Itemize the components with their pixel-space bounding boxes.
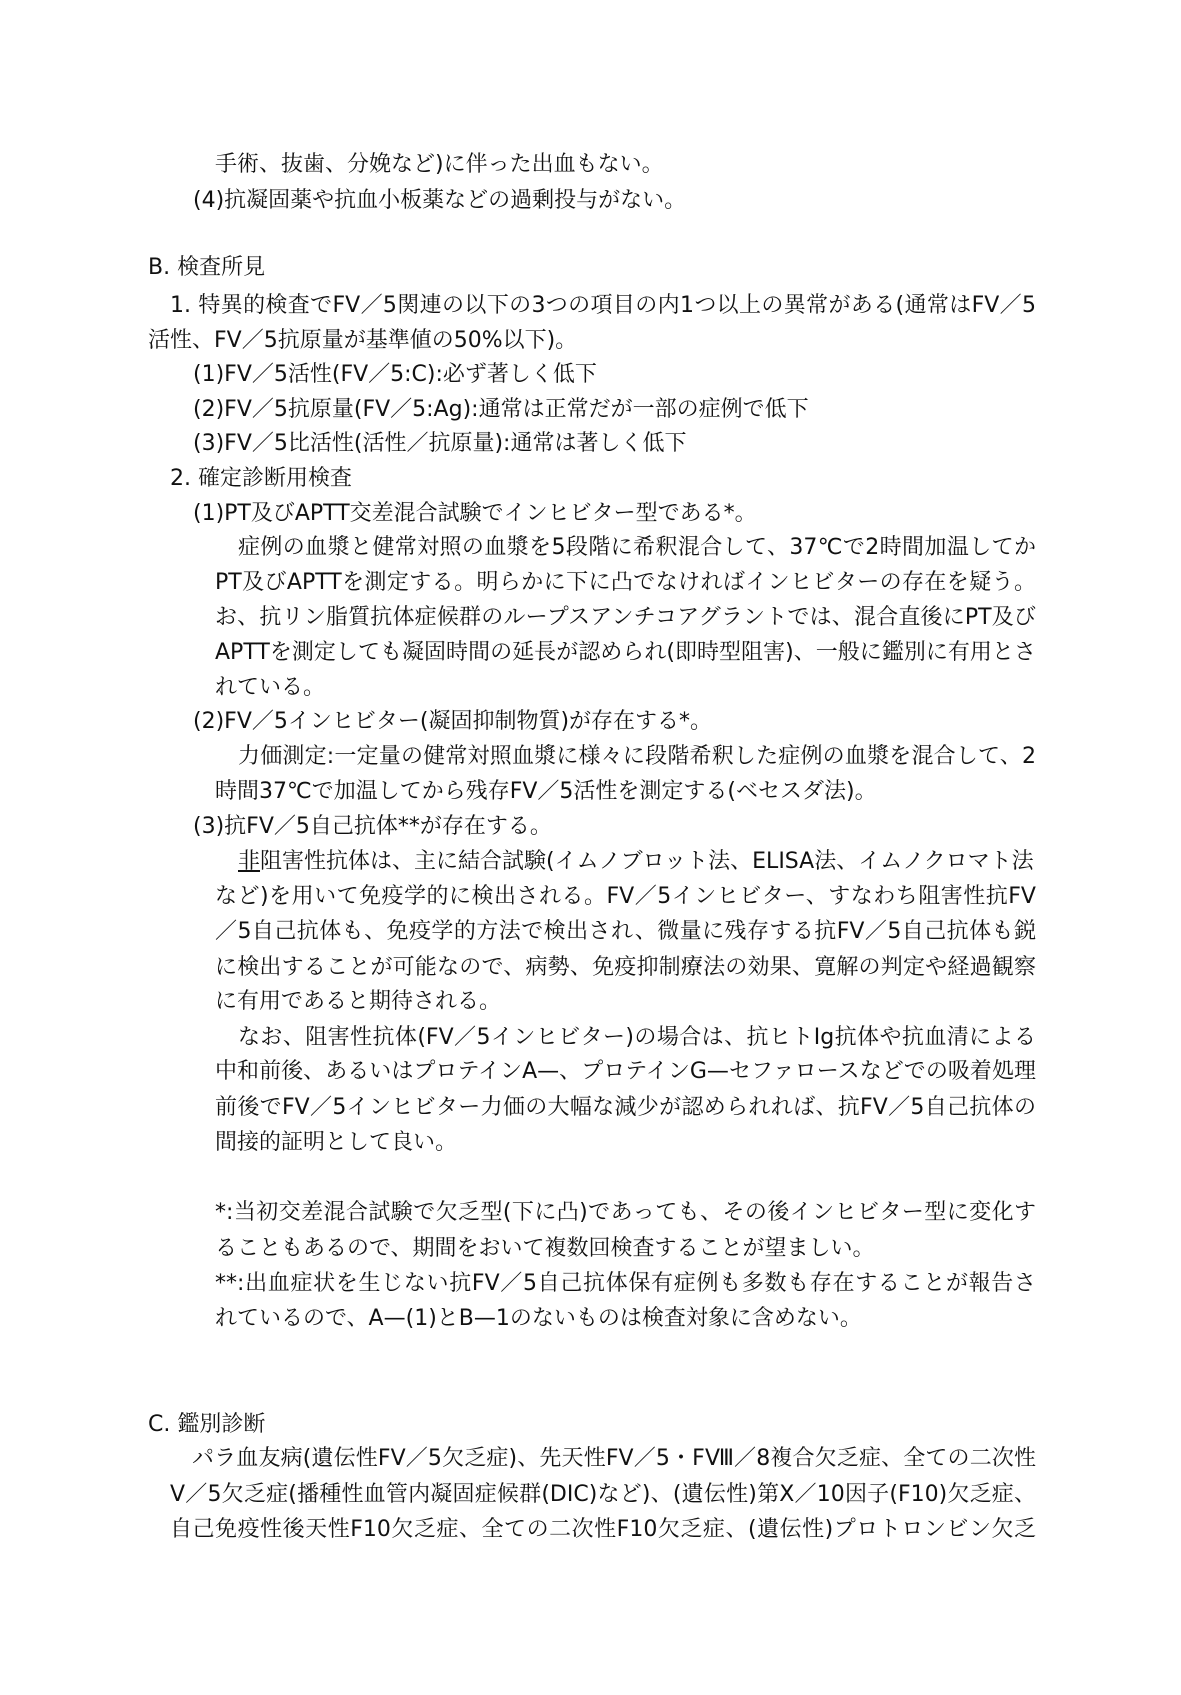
paragraph-line: APTTを測定しても凝固時間の延長が認められ(即時型阻害)、一般に鑑別に有用とさ — [215, 640, 1036, 665]
paragraph-line: V／5欠乏症(播種性血管内凝固症候群(DIC)など)、(遺伝性)第X／10因子(F10)欠乏症、 — [170, 1482, 1036, 1507]
list-item: (3)抗FV／5自己抗体**が存在する。 — [193, 814, 552, 839]
footnote-line: **:出血症状を生じない抗FV／5自己抗体保有症例も多数も存在することが報告さ — [215, 1271, 1036, 1296]
list-item: (2)FV／5抗原量(FV／5:Ag):通常は正常だが一部の症例で低下 — [193, 397, 809, 422]
paragraph-line — [215, 847, 1036, 877]
paragraph-line: パラ血友病(遺伝性FV／5欠乏症)、先天性FV／5・FⅧ／8複合欠乏症、全ての二次性 — [192, 1446, 1036, 1471]
paragraph-line: 自己免疫性後天性F10欠乏症、全ての二次性F10欠乏症、(遺伝性)プロトロンビン欠乏 — [170, 1517, 1036, 1542]
paragraph-line: なお、阻害性抗体(FV／5インヒビター)の場合は、抗ヒトIg抗体や抗血清による — [238, 1025, 1036, 1050]
section-heading-b: B. 検査所見 — [148, 255, 266, 280]
paragraph-line: PT及びAPTTを測定する。明らかに下に凸でなければインヒビターの存在を疑う。 — [215, 570, 1036, 595]
paragraph-line: 間接的証明として良い。 — [215, 1130, 458, 1155]
paragraph-line: に検出することが可能なので、病勢、免疫抑制療法の効果、寛解の判定や経過観察 — [215, 955, 1036, 980]
list-item: (1)PT及びAPTT交差混合試験でインヒビター型である*。 — [193, 501, 757, 526]
footnote-line: れているので、A—(1)とB—1のないものは検査対象に含めない。 — [215, 1306, 862, 1331]
paragraph-line: 手術、抜歯、分娩など)に伴った出血もない。 — [215, 152, 664, 177]
list-item: (3)FV／5比活性(活性／抗原量):通常は著しく低下 — [193, 431, 687, 456]
paragraph-line: 時間37℃で加温してから残存FV／5活性を測定する(ベセスダ法)。 — [215, 779, 877, 804]
subsection-heading: 2. 確定診断用検査 — [170, 466, 352, 491]
footnote-line: ることもあるので、期間をおいて複数回検査することが望ましい。 — [215, 1236, 875, 1261]
paragraph-line: 力価測定:一定量の健常対照血漿に様々に段階希釈した症例の血漿を混合して、2 — [238, 744, 1036, 769]
paragraph-line: 活性、FV／5抗原量が基準値の50%以下)。 — [148, 328, 578, 353]
paragraph-line: など)を用いて免疫学的に検出される。FV／5インヒビター、すなわち阻害性抗FV — [215, 884, 1036, 909]
paragraph-line: れている。 — [215, 675, 326, 700]
paragraph-line: 中和前後、あるいはプロテインA—、プロテインG—セファロースなどでの吸着処理 — [215, 1059, 1036, 1084]
paragraph-line: お、抗リン脂質抗体症候群のループスアンチコアグラントでは、混合直後にPT及び — [215, 605, 1036, 630]
underlined-text: 非 — [238, 849, 261, 874]
list-item: (1)FV／5活性(FV／5:C):必ず著しく低下 — [193, 362, 597, 387]
paragraph-line: 1. 特異的検査でFV／5関連の以下の3つの項目の内1つ以上の異常がある(通常はFV／5 — [170, 293, 1036, 318]
list-item: (2)FV／5インヒビター(凝固抑制物質)が存在する*。 — [193, 709, 713, 734]
paragraph-line: 症例の血漿と健常対照の血漿を5段階に希釈混合して、37℃で2時間加温してか — [238, 535, 1036, 560]
list-item: (4)抗凝固薬や抗血小板薬などの過剰投与がない。 — [193, 188, 687, 213]
paragraph-text: 阻害性抗体は、主に結合試験(イムノブロット法、ELISA法、イムノクロマト法 — [260, 849, 1034, 874]
paragraph-line: ／5自己抗体も、免疫学的方法で検出され、微量に残存する抗FV／5自己抗体も鋭 — [215, 919, 1036, 944]
paragraph-line: 前後でFV／5インヒビター力価の大幅な減少が認められれば、抗FV／5自己抗体の — [215, 1095, 1036, 1120]
footnote-line: *:当初交差混合試験で欠乏型(下に凸)であっても、その後インヒビター型に変化す — [215, 1200, 1036, 1225]
section-heading-c: C. 鑑別診断 — [148, 1412, 266, 1437]
paragraph-line: に有用であると期待される。 — [215, 989, 502, 1014]
